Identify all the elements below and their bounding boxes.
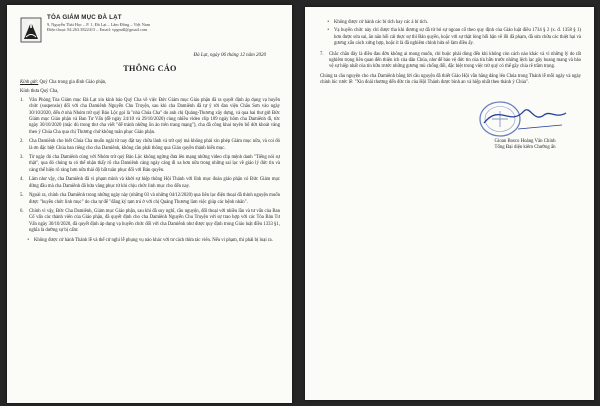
signature-block xyxy=(470,97,580,152)
bullet-text: Vạ huyền chức này chỉ được tha khi đương sự đã từ bỏ sự ngoan cố theo quy định của Giáo luật điều 1734 § 2 (x. đ. 1358 § 1) hơn được sửa sai, ăn năn hối cải thực sự thì Bản quyền, hoặc với sự thật lòng hối hận về lỗi đã phạm, đã sửa chữa các thiệt hại và gương xấu cách xứng hợp, hoặc ít là đã nghiêm chỉnh hứa sẽ làm điều ấy. xyxy=(334,28,581,47)
addressee xyxy=(20,80,280,86)
paragraph-text: Ngoài ra, chính cha Damiênh trong những ngày này (những 03 và những 04/12/2020) qua liên lạc điện thoại đã thỉnh nguyện muốn được "huyền chức linh mục" do cha tự để "đăng ký tạm trú ở với chị Quảng Thương làm việc giúp các bệnh nhân". xyxy=(29,193,280,205)
org-address: 9, Nguyễn Thái Học – P. 1, Đà Lạt – Lâm Đồng – Việt Nam xyxy=(47,21,151,27)
bullet-mark: • xyxy=(327,20,329,25)
paragraph-number: 7. xyxy=(320,51,324,57)
document-title: THÔNG CÁO xyxy=(123,64,177,73)
paragraph-6 xyxy=(20,209,280,235)
paragraph-text: Chính vì vậy, Đức Cha Damiênh, Giám mục Giáo phận, sau khi đã suy nghĩ, cầu nguyện, đối thoại với nhiều lần và tư vấn của Ban Cố vấn các thành viên của Giáo phận, đã quyết định cho cha Damiênh Nguyễn Chu Truyện với sự trao hợp với các Tòa Bản Tư Vấn ngày 30/10/2020, đã quyết định áp dụng vạ huyền chức đối với cha Damiênh như được quy định trong Giáo luật điều 1333 §1, nghĩa là dường sự bị cấm: xyxy=(29,208,280,234)
diocese-logo-icon xyxy=(20,17,42,43)
bullet-item xyxy=(320,28,581,47)
paragraph-text: Văn Phòng Tòa Giám mục Đà Lạt xin kính báo Quý Cha về việc Đức Giám mục Giáo phận đã ra quyết định áp dụng vạ huyền chức (suspensio) đối với cha Damiênh Nguyễn Chu Truyện, sau khi cha Damiênh đã tự ý rời đan viện Châu Sơn vào ngày 30/10/2020, đến ở nhà Nhóm trừ quỷ Bảo Lộc gọi là "nhà Chúa Cha" do anh chị Quảng-Thương xây dựng, và qua hai thư gửi Đức Giám mục Giáo phận và Ban Tư Vấn (đề ngày 24/10 và 29/10/2020) cùng nhiều video clip 109 ngày hôm cha Damiênh đi, tức ngày 30/10/2020 (mặc dù trong thư cha viết "để tránh những ồn ào trên trang mạng"), cha đã công khai tuyên bố dứt khoát vâng theo ý Chúa Cha qua chị Thương chứ không tuân phục Giáo phận. xyxy=(29,97,280,135)
bullet-mark: • xyxy=(27,237,29,243)
bullet-item xyxy=(20,238,280,244)
paragraph-3 xyxy=(20,155,280,174)
org-contact: Điện thoại: 84.263.3822415 – Email: vpgmdl@gmail.com xyxy=(47,27,148,33)
paragraph-text: Lâm như vậy, cha Damiênh đã vi phạm mình và khởi sự hiệp thông Hội Thánh với lĩnh mục đoàn giáo phận có Đức Giám mục đứng đầu mà cha Damiênh đã hứa vâng phục từ khi chịu chức linh mục cho đến nay. xyxy=(29,177,280,189)
org-name: TÒA GIÁM MỤC ĐÀ LẠT xyxy=(47,14,122,21)
signatory-name: Gioan Bosco Hoàng Văn Chính xyxy=(494,138,556,144)
document-page-right xyxy=(305,7,594,400)
addressee-label: Kính gửi: xyxy=(20,80,39,85)
paragraph-2 xyxy=(20,139,280,152)
bullet-mark: • xyxy=(327,28,329,34)
addressee-text: Quý Cha trong gia đình Giáo phận, xyxy=(39,80,107,85)
paragraph-number: 4. xyxy=(20,177,24,183)
paragraph-1 xyxy=(20,98,280,136)
paragraph-5 xyxy=(20,193,280,206)
paragraph-text: Chắc chắn đây là điều đau đớn không ai mong muốn, chỉ buộc phải dùng đến khi không còn cách nào khác và vì những lý do rất nghiêm trọng liên quan đến thiện ích của dân Chúa, như để bảo vệ đức tin của tín hữu trước những lệch lạc gây hoang mang và bảo vệ sự hiệp nhất của tín hữu trước những gương mù chống đối, đặc biệt trong việc trừ quỷ có thể gây chia rẽ trầm trọng. xyxy=(329,51,581,70)
bullet-item xyxy=(320,20,581,26)
date-line: Đà Lạt, ngày 06 tháng 12 năm 2020 xyxy=(193,53,266,58)
body-text-right xyxy=(320,20,581,87)
bullet-text: Không được cử hành các bí tích hay các á bí tích. xyxy=(334,20,428,25)
closing-paragraph: Chúng ta cầu nguyện cho cha Damiênh bằng lời cầu nguyện đã thiết Giáo Hội vẫn hằng dâng lên Chúa trong Thánh lễ mỗi ngày và ngày chính lúc rước lễ: "Xin đoái thương đến đức tin của Hội Thánh được bình an và hiệp nhất theo thánh ý Chúa". xyxy=(320,73,581,86)
paragraph-number: 6. xyxy=(20,208,24,214)
paragraph-text: Cha Damiênh cho biết Chúa Cha muốn ngài từ nay đặt tay chữa lành và trừ quỷ mà không phải xin phép Giám mục nữa, và coi đó là ơn đặc biệt Chúa ban riêng cho cha Damiênh, không cần phải thông qua Giáo quyền thánh hiến mục. xyxy=(29,139,280,151)
paragraph-number: 2. xyxy=(20,139,24,145)
bullet-text: Không được cử hành Thánh lễ và thể cử nghi lễ phụng vụ nào khác với tư cách thừa tác viên. Nếu vi phạm, thì phải bị loại ra. xyxy=(34,237,273,243)
org-block xyxy=(47,15,150,33)
paragraph-4 xyxy=(20,177,280,190)
paragraph-number: 1. xyxy=(20,97,24,103)
body-text-left xyxy=(20,80,280,244)
paragraph-number: 3. xyxy=(20,155,24,161)
paragraph-7 xyxy=(320,52,581,71)
paragraph-number: 5. xyxy=(20,193,24,199)
greeting: Kính thưa Quý Cha, xyxy=(20,89,59,95)
document-page-left xyxy=(7,5,292,403)
paragraph-text: Từ ngày đó cha Damiênh cùng với Nhóm trừ quỷ Bảo Lộc không ngừng đưa lên mạng những video clip mệnh danh "Tiếng nói sự thật", qua đó chúng ta có thể nhận thấy rõ cha Damiênh càng ngày càng đi xa hơn nữa trong những sai lạc về giáo lý đức tin và càng thể hiện rõ ràng hơn nữa thái độ bất tuân phục đối với Bản quyền. xyxy=(29,155,280,173)
signatory-role: Tổng Đại diện kiêm Chưởng ấn xyxy=(494,145,556,151)
signature-stamp-icon xyxy=(470,97,580,139)
